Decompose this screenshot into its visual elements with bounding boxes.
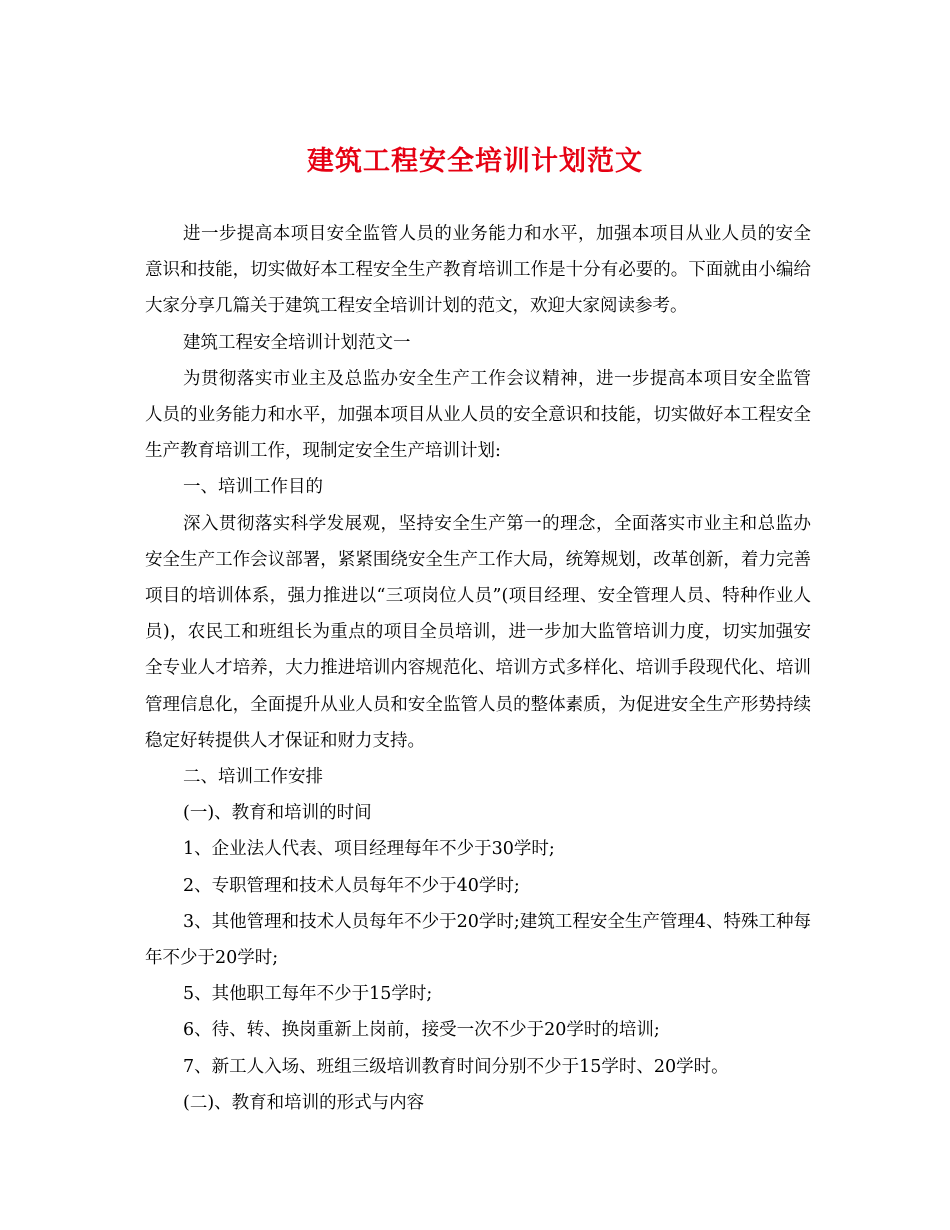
list-item: 7、新工人入场、班组三级培训教育时间分别不少于15学时、20学时。	[183, 1056, 729, 1077]
section-heading: 建筑工程安全培训计划范文一	[183, 332, 411, 353]
section-heading: 二、培训工作安排	[183, 767, 323, 788]
intro-paragraph: 进一步提高本项目安全监管人员的业务能力和水平，加强本项目从业人员的安全意识和技能，切实做好本工程安全生产教育培训工作是十分有必要的。下面就由小编给大家分享几篇关于建筑工程安全培训计划的范文，欢迎大家阅读参考。	[145, 224, 811, 317]
list-item: 3、其他管理和技术人员每年不少于20学时;建筑工程安全生产管理4、特殊工种每年不少于20学时;	[145, 911, 811, 969]
body-paragraph: 深入贯彻落实科学发展观，坚持安全生产第一的理念，全面落实市业主和总监办安全生产工作会议部署，紧紧围绕安全生产工作大局，统筹规划，改革创新，着力完善项目的培训体系，强力推进以“三项岗位人员”(项目经理、安全管理人员、特种作业人员)，农民工和班组长为重点的项目全员培训，进一步加大监管培训力度，切实加强安全专业人才培养，大力推进培训内容规范化、培训方式多样化、培训手段现代化、培训管理信息化，全面提升从业人员和安全监管人员的整体素质，为促进安全生产形势持续稳定好转提供人才保证和财力支持。	[145, 513, 811, 751]
section-heading: 一、培训工作目的	[183, 477, 323, 498]
body-paragraph: 为贯彻落实市业主及总监办安全生产工作会议精神，进一步提高本项目安全监管人员的业务能力和水平，加强本项目从业人员的安全意识和技能，切实做好本工程安全生产教育培训工作，现制定安全生产培训计划:	[145, 368, 811, 462]
list-item: 2、专职管理和技术人员每年不少于40学时;	[183, 875, 520, 896]
list-item: 1、企业法人代表、项目经理每年不少于30学时;	[183, 839, 555, 860]
document-body	[145, 216, 811, 1121]
list-item: 6、待、转、换岗重新上岗前，接受一次不少于20学时的培训;	[183, 1020, 660, 1041]
subsection-heading: (一)、教育和培训的时间	[183, 803, 372, 824]
list-item: 5、其他职工每年不少于15学时;	[183, 984, 433, 1005]
document-title: 建筑工程安全培训计划范文	[307, 146, 643, 177]
subsection-heading: (二)、教育和培训的形式与内容	[183, 1092, 425, 1113]
